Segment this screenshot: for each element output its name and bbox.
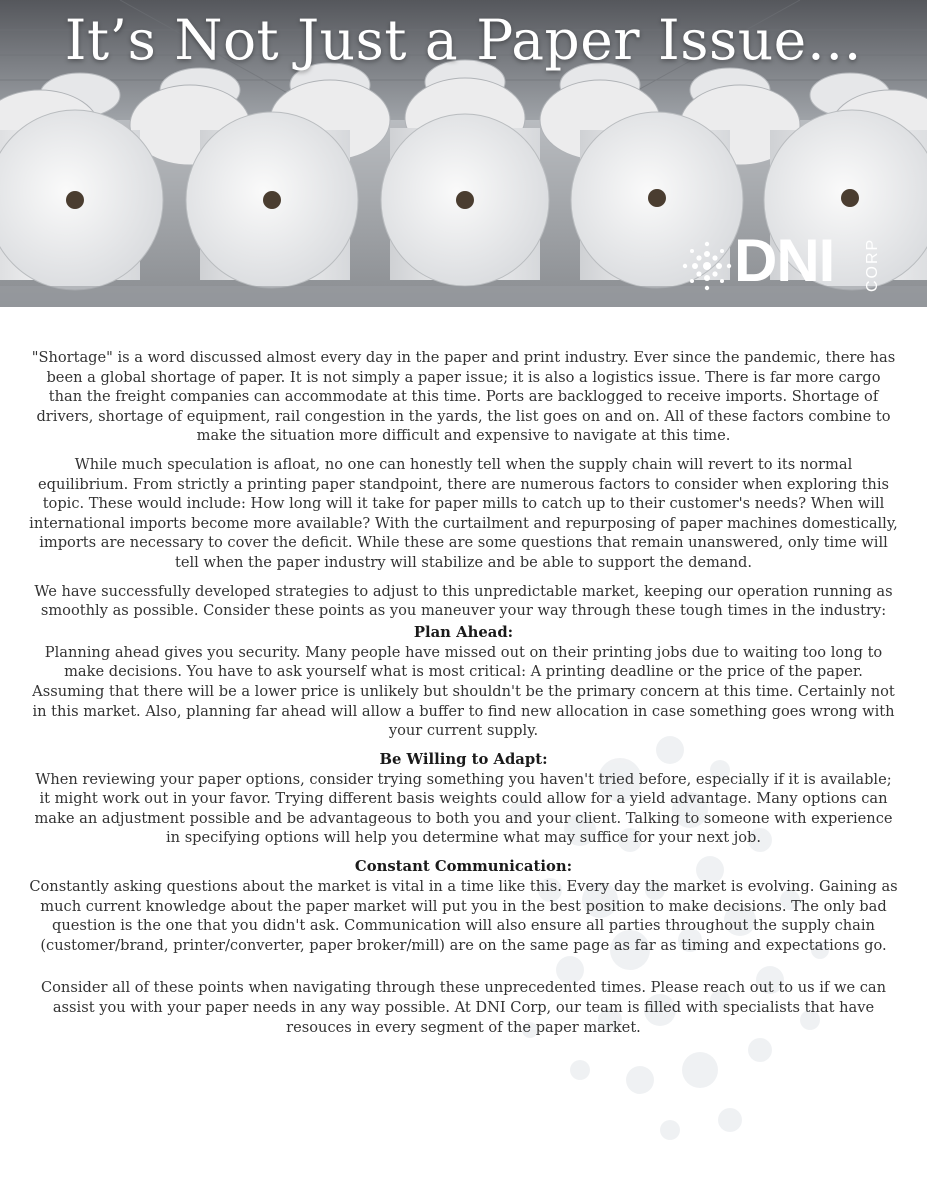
- section-text: Constantly asking questions about the market is vital in a time like this. Every day the market is evolving. Gaining as much current knowledge about the paper market will put you in the best position to make decisions. The only bad question is the one that you didn't ask. Communication will also ensure all parties throughout the supply chain (customer/brand, printer/converter, paper broker/mill) are on the same page as far as timing and expectations go.: [29, 878, 898, 954]
- section-text: When reviewing your paper options, consider trying something you haven't tried before, especially if it is available; it might work out in your favor. Trying different basis weights could allow for a yield advantage. Many options can make an adjustment possible and be advantageous to both you and your client. Talking to someone with experience in specifying options will help you determine what may suffice for your next job.: [34, 770, 893, 847]
- logo-wordmark: DNI: [734, 227, 835, 294]
- section-heading: Constant Communication:: [354, 858, 573, 876]
- hero-image: [0, 0, 927, 307]
- starburst-icon: [682, 236, 732, 296]
- article-body: [28, 348, 899, 1046]
- section-heading: Plan Ahead:: [413, 623, 514, 641]
- page-title: It’s Not Just a Paper Issue…: [64, 8, 863, 72]
- dni-corp-logo: [682, 227, 902, 296]
- intro-paragraph: "Shortage" is a word discussed almost every day in the paper and print industry. Ever since the pandemic, there has been a global shortage of paper. It is not simply a paper issue; it is also a logistics issue. There is far more cargo than the freight companies can accommodate at this time. Ports are backlogged to receive imports. Shortage of drivers, shortage of equipment, rail congestion in the yards, the list goes on and on. All of these factors combine to make the situation more difficult and expensive to navigate at this time.: [31, 349, 896, 445]
- logo-subtext: CORP: [864, 237, 881, 292]
- strategies-paragraph: We have successfully developed strategies to adjust to this unpredictable market, keeping our operation running as smoothly as possible. Consider these points as you maneuver your way through these tough times in the industry:: [34, 582, 893, 620]
- closing-paragraph: Consider all of these points when navigating through these unprecedented times. Please reach out to us if we can assist you with your paper needs in any way possible. At DNI Corp, our team is filled with specialists that have resouces in every segment of the paper market.: [40, 979, 887, 1036]
- speculation-paragraph: While much speculation is afloat, no one can honestly tell when the supply chain will revert to its normal equilibrium. From strictly a printing paper standpoint, there are numerous factors to consider when exploring this topic. These would include: How long will it take for paper mills to catch up to their customer's needs? When will international imports become more available? With the curtailment and repurposing of paper machines domestically, imports are necessary to cover the deficit. While these are some questions that remain unanswered, only time will tell when the paper industry will stabilize and be able to support the demand.: [29, 455, 898, 571]
- section-heading: Be Willing to Adapt:: [379, 750, 548, 768]
- section-text: Planning ahead gives you security. Many people have missed out on their printing jobs due to waiting too long to make decisions. You have to ask yourself what is most critical: A printing deadline or the price of the paper. Assuming that there will be a lower price is unlikely but shouldn't be the primary concern at this time. Certainly not in this market. Also, planning far ahead will allow a buffer to find new allocation in case something goes wrong with your current supply.: [32, 643, 895, 740]
